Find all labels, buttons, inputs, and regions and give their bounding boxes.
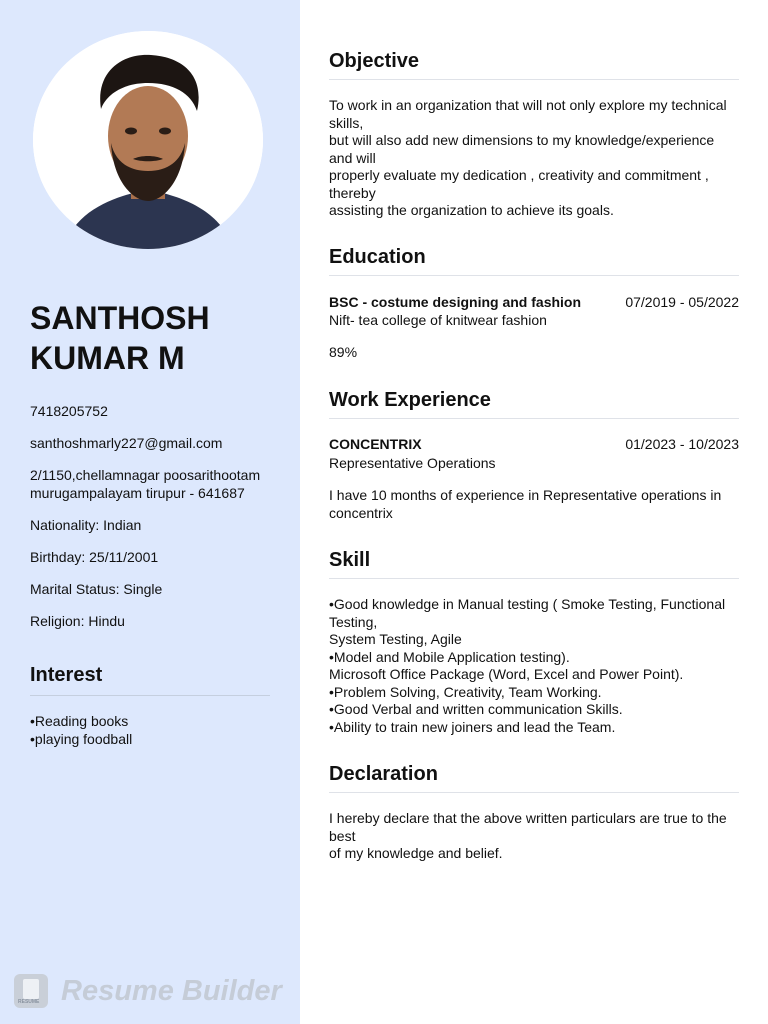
objective-line: To work in an organization that will not only explore my technical skills,	[329, 97, 727, 131]
marital-status: Marital Status: Single	[30, 581, 163, 597]
address-line-2: murugampalayam tirupur - 641687	[30, 485, 245, 501]
nationality: Nationality: Indian	[30, 517, 142, 533]
resume-builder-watermark	[14, 974, 282, 1008]
work-dates: 01/2023 - 10/2023	[625, 436, 739, 452]
skill-list	[329, 596, 739, 736]
interest-item: •Reading books	[30, 713, 129, 729]
company-name: CONCENTRIX	[329, 436, 422, 452]
interest-heading: Interest	[30, 664, 270, 696]
objective-line: assisting the organization to achieve its goals.	[329, 202, 614, 218]
address-line-1: 2/1150,chellamnagar poosarithootam	[30, 467, 261, 483]
declaration-heading: Declaration	[329, 763, 739, 793]
degree-name: BSC - costume designing and fashion	[329, 294, 582, 310]
full-name	[30, 298, 280, 378]
sidebar	[0, 0, 300, 1024]
skill-heading: Skill	[329, 549, 739, 579]
skill-line: •Good knowledge in Manual testing ( Smoke Testing, Functional Testing,	[329, 596, 726, 630]
skill-line: •Ability to train new joiners and lead the Team.	[329, 718, 616, 735]
postal-address	[30, 466, 280, 502]
objective-heading: Objective	[329, 50, 739, 80]
watermark-text: Resume Builder	[61, 974, 282, 1007]
interest-list	[30, 712, 132, 748]
birthday: Birthday: 25/11/2001	[30, 549, 159, 565]
education-heading: Education	[329, 246, 739, 276]
phone-number: 7418205752	[30, 403, 108, 419]
logo-tag: RESUME	[18, 999, 40, 1005]
skill-line: Microsoft Office Package (Word, Excel and Power Point).	[329, 666, 684, 682]
resume-builder-logo-icon	[14, 974, 48, 1008]
skill-line: •Model and Mobile Application testing).	[329, 648, 570, 665]
objective-text	[329, 97, 739, 220]
skill-line: System Testing, Agile	[329, 631, 462, 647]
name-line-1: SANTHOSH	[30, 300, 210, 336]
work-entry-header	[329, 436, 739, 452]
work-description: I have 10 months of experience in Representative operations in concentrix	[329, 487, 722, 521]
education-entry-header	[329, 294, 739, 310]
religion: Religion: Hindu	[30, 613, 125, 629]
job-role: Representative Operations	[329, 455, 496, 471]
name-line-2: KUMAR M	[30, 340, 185, 376]
profile-photo-illustration	[33, 31, 263, 249]
education-score: 89%	[329, 344, 358, 360]
declaration-line: of my knowledge and belief.	[329, 845, 503, 861]
profile-photo	[33, 31, 263, 249]
objective-line: properly evaluate my dedication , creativity and commitment , thereby	[329, 167, 709, 201]
skill-line: •Problem Solving, Creativity, Team Working.	[329, 683, 602, 700]
declaration-line: I hereby declare that the above written particulars are true to the best	[329, 810, 727, 844]
declaration-text	[329, 810, 739, 863]
email-address: santhoshmarly227@gmail.com	[30, 435, 223, 451]
skill-line: •Good Verbal and written communication Skills.	[329, 701, 623, 717]
education-dates: 07/2019 - 05/2022	[625, 294, 739, 310]
contact-details	[30, 402, 280, 644]
document-icon	[23, 979, 39, 999]
objective-line: but will also add new dimensions to my knowledge/experience and will	[329, 132, 715, 166]
interest-item: •playing foodball	[30, 731, 133, 747]
institution-name: Nift- tea college of knitwear fashion	[329, 312, 547, 328]
work-experience-heading: Work Experience	[329, 389, 739, 419]
